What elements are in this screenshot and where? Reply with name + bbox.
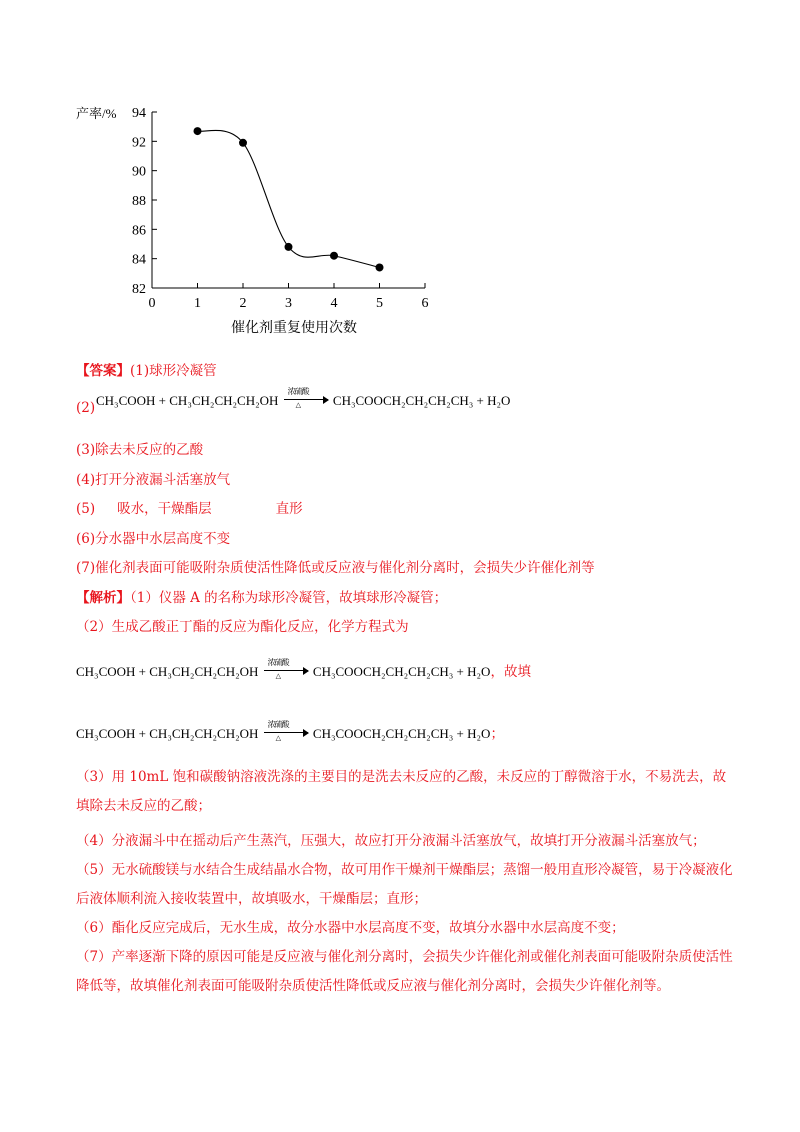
data-point-2 [239, 139, 247, 147]
answer-6: (6)分水器中水层高度不变 [76, 531, 231, 547]
analysis-1: （1）仪器 A 的名称为球形冷凝管，故填球形冷凝管； [130, 590, 448, 606]
condition-catalyst: 浓硫酸 [267, 658, 289, 667]
analysis-label: 【解析】 [76, 590, 130, 606]
y-tick-label: 94 [132, 106, 146, 121]
analysis-6: （6）酯化反应完成后，无水生成，故分水器中水层高度不变，故填分水器中水层高度不变； [76, 920, 625, 936]
data-points [194, 127, 384, 271]
data-point-3 [285, 243, 293, 251]
answer-5-text: 吸水，干燥酯层 [117, 501, 212, 517]
analysis-3: （3）用 10mL 饱和碳酸钠溶液洗涤的主要目的是洗去未反应的乙酸，未反应的丁醇微溶于水，不易洗去，故填除去未反应的乙酸； [76, 769, 727, 814]
answer-4: (4)打开分液漏斗活塞放气 [76, 472, 231, 488]
x-tick-label: 2 [239, 296, 247, 311]
y-axis-label [76, 106, 117, 121]
condition-catalyst: 浓硫酸 [287, 387, 309, 396]
x-tick-label: 0 [148, 296, 156, 311]
y-tick-label: 86 [132, 223, 146, 239]
equation-right: CH₃COOCH₂CH₂CH₂CH₃ + H₂O [332, 393, 511, 408]
analysis-2-tail: ，故填 [490, 664, 531, 680]
x-tick-label: 1 [194, 296, 201, 311]
reaction-condition [284, 387, 328, 409]
analysis-5: （5）无水硫酸镁与水结合生成结晶水合物，故可用作干燥剂干燥酯层；蒸馏一般用直形冷凝管，易于冷凝液化后液体顺利流入接收装置中，故填吸水，干燥酯层；直形； [76, 862, 733, 907]
answer-5 [76, 497, 303, 517]
x-tick-label: 6 [421, 296, 429, 311]
x-tick-label: 4 [330, 296, 338, 311]
analysis-2-end: ； [490, 726, 504, 742]
equation-analysis-1 [76, 660, 531, 680]
y-ticks [132, 106, 157, 297]
condition-heat: △ [275, 734, 282, 742]
reaction-condition [264, 720, 308, 742]
analysis-4: （4）分液漏斗中在摇动后产生蒸汽，压强大，故应打开分液漏斗活塞放气，故填打开分液漏斗活塞放气； [76, 833, 706, 849]
condition-heat: △ [295, 401, 302, 409]
answer-line-1 [76, 359, 217, 379]
y-tick-label: 92 [132, 135, 146, 151]
answer-label: 【答案】 [76, 363, 130, 379]
x-ticks [149, 283, 429, 311]
y-tick-label: 84 [132, 252, 146, 268]
y-tick-label: 90 [132, 164, 146, 180]
equation-analysis-2 [76, 722, 504, 742]
answer-2-prefix: (2) [76, 400, 96, 416]
data-point-5 [376, 263, 384, 271]
yield-chart [70, 98, 450, 348]
reaction-condition [264, 658, 308, 680]
equation-right: CH₃COOCH₂CH₂CH₂CH₃ + H₂O [312, 664, 491, 679]
equation-answer [96, 387, 511, 409]
answer-3: (3)除去未反应的乙酸 [76, 442, 204, 458]
equation-right: CH₃COOCH₂CH₂CH₂CH₃ + H₂O [312, 726, 491, 741]
answer-5-num: (5) [76, 501, 96, 517]
condition-catalyst: 浓硫酸 [267, 720, 289, 729]
answer-5-text2: 直形 [275, 501, 303, 517]
x-axis-label: 催化剂重复使用次数 [231, 321, 357, 336]
equation-left: CH₃COOH + CH₃CH₂CH₂CH₂OH [96, 393, 279, 408]
reaction-arrow-icon [264, 670, 308, 671]
analysis-7: （7）产率逐渐下降的原因可能是反应液与催化剂分离时，会损失少许催化剂或催化剂表面可能吸附杂质使活性降低等，故填催化剂表面可能吸附杂质使活性降低或反应液与催化剂分离时，会损失少许催化剂等。 [76, 949, 733, 994]
data-point-1 [194, 127, 202, 135]
reaction-arrow-icon [284, 399, 328, 400]
svg-text:产率/%: 产率/% [76, 106, 117, 121]
y-tick-label: 82 [132, 282, 146, 297]
y-tick-label: 88 [132, 194, 146, 209]
answer-1: (1)球形冷凝管 [130, 363, 217, 379]
x-tick-label: 3 [285, 296, 292, 311]
condition-heat: △ [275, 672, 282, 680]
x-tick-label: 5 [376, 296, 383, 311]
reaction-arrow-icon [264, 732, 308, 733]
answer-7: (7)催化剂表面可能吸附杂质使活性降低或反应液与催化剂分离时，会损失少许催化剂等 [76, 560, 595, 576]
equation-left: CH₃COOH + CH₃CH₂CH₂CH₂OH [76, 664, 259, 679]
analysis-2: （2）生成乙酸正丁酯的反应为酯化反应，化学方程式为 [76, 619, 409, 635]
analysis-line-1 [76, 586, 447, 606]
equation-left: CH₃COOH + CH₃CH₂CH₂CH₂OH [76, 726, 259, 741]
data-point-4 [330, 252, 338, 260]
